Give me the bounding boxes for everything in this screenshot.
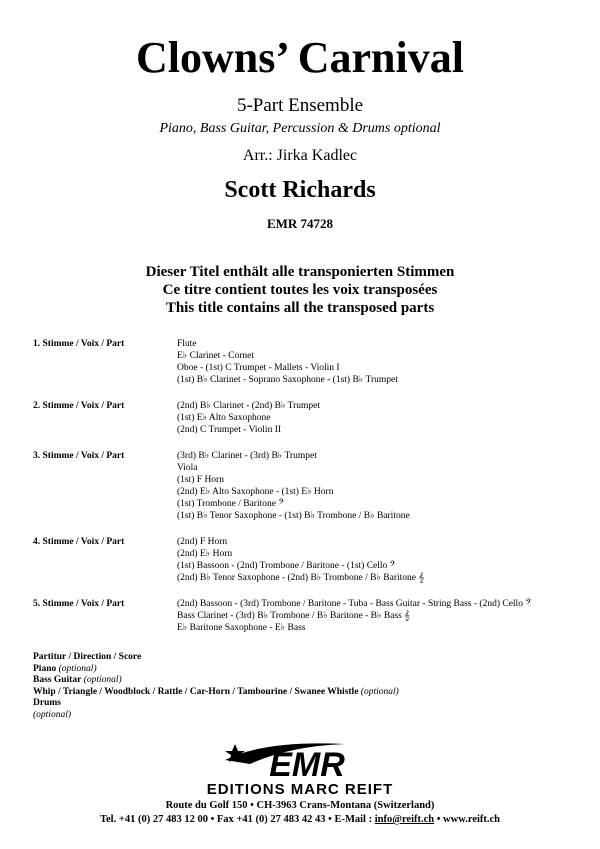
part-instruments [177,450,593,522]
part-instruments [177,598,593,634]
notice-french: Ce titre contient toutes les voix transposées [162,282,438,298]
extra-piano: Piano (optional) [33,663,97,674]
part-instrument-line: (1st) E♭ Alto Saxophone [177,413,271,423]
transposed-notice [0,263,600,317]
part-group [33,450,593,522]
extra-drums: Drums (optional) [33,698,71,720]
part-instrument-line: (2nd) E♭ Horn [177,549,233,559]
parts-list [33,338,593,648]
part-instruments [177,338,593,386]
instrumentation-line: Piano, Bass Guitar, Percussion & Drums optional [159,121,441,136]
part-instrument-line: (1st) B♭ Tenor Saxophone - (1st) B♭ Trombone / B♭ Baritone [177,511,410,521]
logo-emr-text: EMR [269,746,345,784]
part-instrument-line: (1st) B♭ Clarinet - Soprano Saxophone - (1st) B♭ Trumpet [177,375,398,385]
part-label: 2. Stimme / Voix / Part [33,401,125,411]
part-instrument-line: E♭ Clarinet - Cornet [177,351,255,361]
part-label: 4. Stimme / Voix / Part [33,537,125,547]
part-instruments [177,400,593,436]
publisher-address: Route du Golf 150 • CH-3963 Crans-Montana (Switzerland) [165,800,435,811]
emr-publisher-logo [195,738,405,796]
part-instrument-line: Viola [177,463,198,473]
ensemble-subtitle: 5-Part Ensemble [236,95,364,116]
notice-german: Dieser Titel enthält alle transponierten Stimmen [145,264,455,280]
part-instrument-line: (2nd) E♭ Alto Saxophone - (1st) E♭ Horn [177,487,334,497]
extra-percussion: Whip / Triangle / Woodblock / Rattle / Car-Horn / Tambourine / Swanee Whistle (optional) [33,686,399,697]
part-instrument-line: E♭ Baritone Saxophone - E♭ Bass [177,623,306,633]
part-label: 1. Stimme / Voix / Part [33,339,125,349]
part-instrument-line: (2nd) B♭ Tenor Saxophone - (2nd) B♭ Trombone / B♭ Baritone 𝄞 [177,573,424,583]
composer-name: Scott Richards [224,177,376,203]
contact-phone-fax: Tel. +41 (0) 27 483 12 00 • Fax +41 (0) 27 483 42 43 • E-Mail : [99,814,375,825]
part-instrument-line: (1st) Bassoon - (2nd) Trombone / Baritone - (1st) Cello 𝄢 [177,561,396,571]
part-instrument-line: (1st) F Horn [177,475,224,485]
part-instrument-line: Bass Clarinet - (3rd) B♭ Trombone / B♭ Baritone - B♭ Bass 𝄞 [177,611,410,621]
email-link[interactable]: info@reift.ch [374,814,435,825]
part-instrument-line: (1st) Trombone / Baritone 𝄢 [177,499,285,509]
notice-english: This title contains all the transposed parts [165,300,435,316]
extra-score: Partitur / Direction / Score [33,652,142,662]
part-instrument-line: (2nd) C Trumpet - Violin II [177,425,282,435]
part-instrument-line: (2nd) F Horn [177,537,228,547]
part-label: 3. Stimme / Voix / Part [33,451,125,461]
part-instrument-line: (2nd) B♭ Clarinet - (2nd) B♭ Trumpet [177,401,321,411]
part-instrument-line: (3rd) B♭ Clarinet - (3rd) B♭ Trumpet [177,451,317,461]
arranger-line: Arr.: Jirka Kadlec [242,147,358,164]
part-instrument-line: (2nd) Bassoon - (3rd) Trombone / Baritone - Tuba - Bass Guitar - String Bass - (2nd) Cello 𝄢 [177,599,532,609]
contact-website: • www.reift.ch [434,814,501,825]
part-instrument-line: Oboe - (1st) C Trumpet - Mallets - Violin I [177,363,340,373]
extra-parts-list [33,652,593,721]
publisher-name: EDITIONS MARC REIFT [206,781,394,796]
extra-bass-guitar: Bass Guitar (optional) [33,675,122,685]
part-group [33,536,593,584]
part-instrument-line: Flute [177,339,197,349]
part-group [33,400,593,436]
part-group [33,598,593,634]
page-title: Clowns’ Carnival [136,33,464,82]
part-instruments [177,536,593,584]
part-label: 5. Stimme / Voix / Part [33,599,125,609]
catalog-number: EMR 74728 [266,216,334,231]
part-group [33,338,593,386]
publisher-contact [0,813,600,827]
